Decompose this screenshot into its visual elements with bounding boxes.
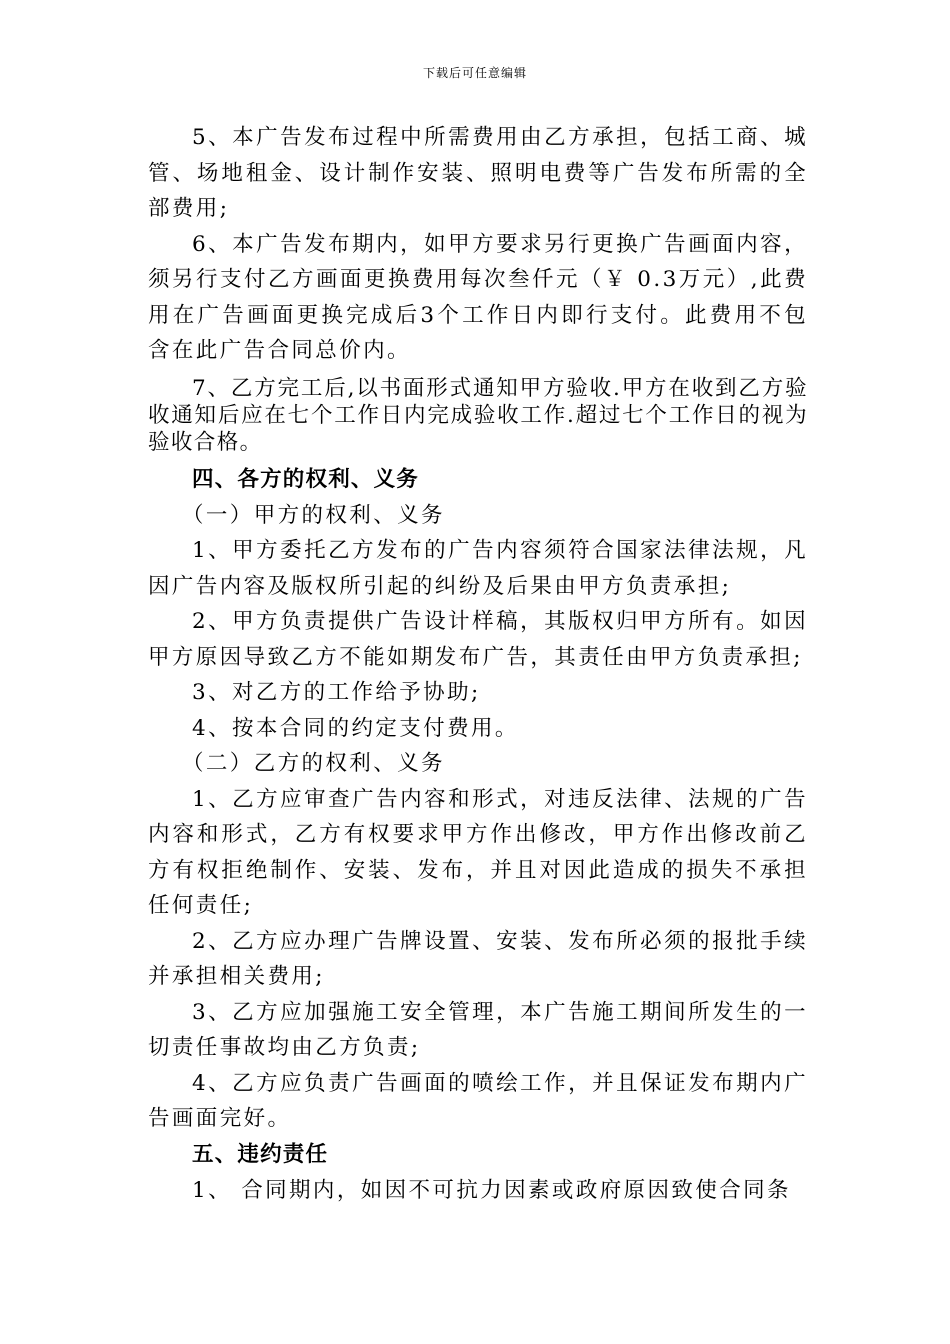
party-b-item: 4、乙方应负责广告画面的喷绘工作，并且保证发布期内广告画面完好。 <box>148 1070 808 1131</box>
clause-5: 5、本广告发布过程中所需费用由乙方承担，包括工商、城管、场地租金、设计制作安装、照明电费等广告发布所需的全部费用; <box>148 125 808 221</box>
party-b-item: 3、乙方应加强施工安全管理，本广告施工期间所发生的一切责任事故均由乙方负责; <box>148 999 808 1060</box>
clause-6: 6、本广告发布期内，如甲方要求另行更换广告画面内容，须另行支付乙方画面更换费用每次叁仟元（￥ 0.3万元）,此费用在广告画面更换完成后3个工作日内即行支付。此费用不包含在此广告合同总价内。 <box>148 231 808 363</box>
header-note: 下载后可任意编辑 <box>422 66 527 80</box>
document-body <box>148 120 808 1208</box>
party-b-title: （二）乙方的权利、义务 <box>182 751 445 776</box>
breach-item: 1、 合同期内，如因不可抗力因素或政府原因致使合同条 <box>192 1177 791 1203</box>
party-b-item: 2、乙方应办理广告牌设置、安装、发布所必须的报批手续并承担相关费用; <box>148 928 808 989</box>
party-a-item: 2、甲方负责提供广告设计样稿，其版权归甲方所有。如因甲方原因导致乙方不能如期发布广告，其责任由甲方负责承担; <box>148 609 808 670</box>
section-4-title: 四、各方的权利、义务 <box>192 466 420 492</box>
party-a-item: 3、对乙方的工作给予协助; <box>192 680 481 705</box>
party-a-title: （一）甲方的权利、义务 <box>182 502 445 528</box>
clause-7: 7、乙方完工后,以书面形式通知甲方验收.甲方在收到乙方验收通知后应在七个工作日内完成验收工作.超过七个工作日的视为验收合格。 <box>148 375 808 455</box>
party-a-item: 1、甲方委托乙方发布的广告内容须符合国家法律法规，凡因广告内容及版权所引起的纠纷及后果由甲方负责承担; <box>148 538 808 599</box>
party-b-item: 1、乙方应审查广告内容和形式，对违反法律、法规的广告内容和形式，乙方有权要求甲方作出修改，甲方作出修改前乙方有权拒绝制作、安装、发布，并且对因此造成的损失不承担任何责任; <box>148 786 808 918</box>
party-a-item: 4、按本合同的约定支付费用。 <box>192 715 519 741</box>
section-5-title: 五、违约责任 <box>192 1141 329 1167</box>
